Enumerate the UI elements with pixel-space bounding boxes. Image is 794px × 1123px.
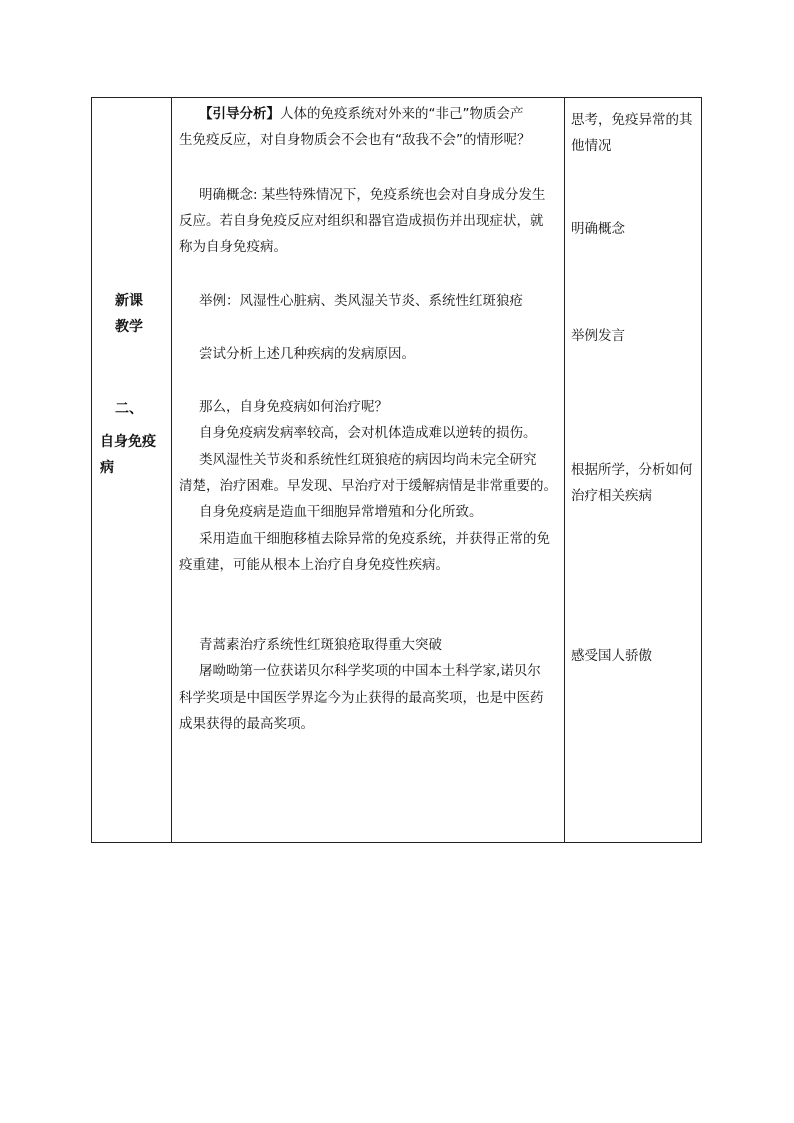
intro-text: 人体的免疫系统对外来的“非己”物质会产 — [280, 106, 524, 122]
try-analysis-line: 尝试分析上述几种疾病的发病原因。 — [199, 346, 415, 362]
treatment-line4a: 采用造血干细胞移植去除异常的免疫系统，并获得正常的免 — [199, 531, 550, 547]
treatment-line1: 自身免疫病发病率较高，会对机体造成难以逆转的损伤。 — [199, 425, 537, 441]
treatment-question: 那么，自身免疫病如何治疗呢？ — [199, 399, 388, 415]
activity-column — [565, 98, 701, 842]
intro-line1 — [199, 104, 524, 124]
concept-line3: 称为自身免疫病。 — [179, 239, 287, 255]
content-column — [171, 98, 565, 842]
section-label-line2: 教学 — [115, 319, 143, 335]
news-line2: 科学奖项是中国医学界迄今为止获得的最高奖项，也是中医药 — [179, 690, 544, 706]
news-title: 青蒿素治疗系统性红斑狼疮取得重大突破 — [199, 637, 442, 653]
concept-line1: 明确概念: 某些特殊情况下，免疫系统也会对自身成分发生 — [199, 187, 546, 203]
activity-pride: 感受国人骄傲 — [571, 648, 652, 664]
intro-tag: 【引导分析】 — [199, 106, 280, 122]
treatment-line2a: 类风湿性关节炎和系统性红斑狼疮的病因均尚未完全研究 — [199, 452, 537, 468]
lesson-plan-table — [91, 97, 702, 843]
activity-think-line2: 他情况 — [571, 138, 612, 154]
subsection-number: 二、 — [115, 401, 143, 417]
treatment-line2b: 清楚，治疗困难。早发现、早治疗对于缓解病情是非常重要的。 — [179, 478, 557, 494]
news-line1: 屠呦呦第一位获诺贝尔科学奖项的中国本土科学家,诺贝尔 — [199, 663, 541, 679]
treatment-line4b: 疫重建，可能从根本上治疗自身免疫性疾病。 — [179, 557, 449, 573]
intro-line2: 生免疫反应，对自身物质会不会也有“敌我不会”的情形呢？ — [179, 132, 531, 148]
section-column — [92, 98, 172, 842]
news-line3: 成果获得的最高奖项。 — [179, 716, 314, 732]
subsection-title-line1: 自身免疫 — [100, 434, 156, 450]
section-label-line1: 新课 — [115, 293, 143, 309]
concept-line2: 反应。若自身免疫反应对组织和器官造成损伤并出现症状，就 — [179, 213, 544, 229]
activity-think-line1: 思考，免疫异常的其 — [571, 112, 693, 128]
treatment-line3: 自身免疫病是造血干细胞异常增殖和分化所致。 — [199, 504, 483, 520]
activity-analyze-line1: 根据所学，分析如何 — [571, 462, 693, 478]
subsection-title-line2: 病 — [100, 460, 114, 476]
activity-analyze-line2: 治疗相关疾病 — [571, 488, 652, 504]
activity-clarify: 明确概念 — [571, 221, 625, 237]
example-line: 举例：风湿性心脏病、类风湿关节炎、系统性红斑狼疮 — [199, 293, 523, 309]
activity-speak: 举例发言 — [571, 328, 625, 344]
